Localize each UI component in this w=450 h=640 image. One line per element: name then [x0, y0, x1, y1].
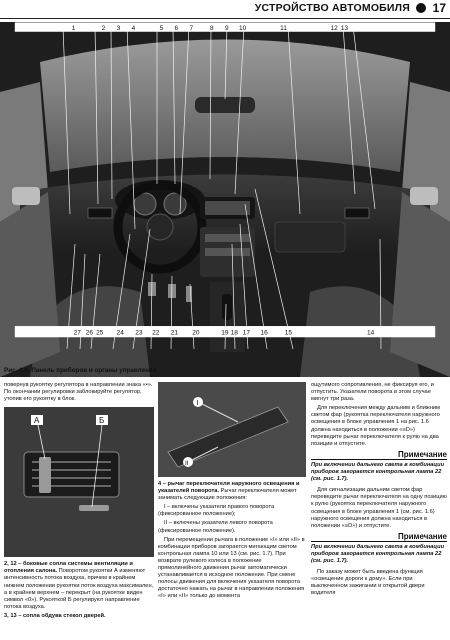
vent-illustration: [4, 407, 154, 557]
paragraph: ощутимого сопротивления, не фиксируя его, и отпустить. Указатели поворота в этом случае мигнут три раза.: [311, 382, 434, 403]
column-left: [4, 382, 154, 622]
column-right: [311, 382, 447, 600]
paragraph: [158, 481, 306, 502]
callout-13: 13: [340, 24, 349, 32]
vent-caption-text: Поворотом рукоятки А изменяют интенсивность потока воздуха, причем в крайнем нижнем положении рукоятки поток воздуха максимален, а в крайнем верхнем – перекрыт (на рукоятке виден символ «0»). Рукояткой Б регулируют направление потока воздуха.: [4, 568, 154, 610]
paragraph: повернув рукоятку регулятора в направлении знака «•». По окончании регулировки заблокируйте регулятор, утопив его рукоятку в блок.: [4, 382, 153, 403]
lever-illustration: [158, 382, 306, 477]
figure-caption: Рис. 1.6. Панель приборов и органы управления: [4, 367, 157, 374]
lever-label-i: I: [196, 400, 199, 407]
label-a: А: [34, 416, 40, 426]
callout-16: 16: [260, 329, 268, 337]
callout-15: 15: [284, 329, 293, 337]
callout-4: 4: [131, 24, 136, 32]
callout-19: 19: [221, 329, 229, 337]
vent-photo: [4, 407, 154, 557]
paragraph: По заказу может быть введена функция «освещение дороги к дому». Если при выключенном зажигании и открытой двери водителя: [311, 569, 425, 597]
paragraph: 3, 13 – сопла обдува стекол дверей.: [4, 612, 106, 619]
paragraph: Для сигнализации дальним светом фар переведите рычаг переключателя на одну позицию к рулю (рукоятка переключателя наружного освещения в блоке управления 1 (см. рис. 1.6) наружного освещения должна находиться в положении «≡D») и отпустите.: [311, 487, 447, 529]
callout-8: 8: [210, 24, 214, 32]
callout-26: 26: [85, 329, 94, 337]
list-item: II – включены указатели левого поворота (фиксированное положение).: [158, 520, 273, 534]
callout-1: 1: [71, 24, 76, 32]
callout-11: 11: [280, 24, 287, 32]
callout-27: 27: [73, 329, 81, 337]
callout-21: 21: [170, 329, 179, 337]
label-b: Б: [99, 416, 105, 426]
callout-25: 25: [96, 329, 104, 337]
list-item: I – включены указатели правого поворота (фиксированное положение);: [158, 504, 275, 518]
lever-heading-text: Рычаг переключателя может занимать следующие положения:: [158, 488, 297, 502]
callout-20: 20: [192, 329, 200, 337]
vent-caption-bold: 2, 12 – боковые сопла системы вентиляции и отопления салона.: [4, 561, 133, 575]
callout-7: 7: [189, 24, 194, 32]
note-body: При включении дальнего света в комбинации приборов загорается контрольная лампа 22 (см. рис. 1.7).: [311, 543, 445, 565]
callout-23: 23: [135, 329, 143, 337]
callout-14: 14: [367, 329, 375, 337]
callout-3: 3: [116, 24, 121, 32]
note-heading: Примечание: [311, 533, 447, 542]
callout-5: 5: [159, 24, 164, 32]
paragraph: При перемещении рычага в положение «I» или «II» в комбинации приборов загорается мигающим светом контрольная лампа 10 или 13 (см. рис. 1.7). При возврате рулевого колеса в положение прямолинейного движения рычаг автоматически устанавливается в исходное положение. При смене полосы движения для включения указателя поворота достаточно нажать на рычаг в направлении положения «I» или «II» только до момента: [158, 536, 305, 600]
callout-22: 22: [152, 329, 160, 337]
paragraph: Для переключения между дальним и ближним светом фар (рукоятка переключателя наружного освещения в блоке управления 1 на рис. 1.6 должна находиться в положении «≡D») переведите рычаг переключателя к рулю на два позиции и отпустите.: [311, 405, 440, 447]
callout-9: 9: [225, 24, 229, 32]
callout-17: 17: [242, 329, 250, 337]
callout-6: 6: [174, 24, 179, 32]
callout-24: 24: [116, 329, 124, 337]
lever-heading-bold: 4 – рычаг переключателя наружного освещения и указателей поворота.: [158, 481, 300, 495]
note-body: При включении дальнего света в комбинации приборов загорается контрольная лампа 22 (см. рис. 1.7).: [311, 461, 445, 483]
callout-10: 10: [239, 24, 247, 32]
callout-2: 2: [101, 24, 106, 32]
note-heading: Примечание: [311, 451, 447, 460]
section-title: УСТРОЙСТВО АВТОМОБИЛЯ: [254, 2, 410, 14]
page-number: 17: [432, 1, 446, 15]
callout-12: 12: [330, 24, 338, 32]
paragraph: [4, 561, 154, 611]
lever-photo: [158, 382, 306, 477]
column-middle: [158, 382, 306, 603]
lever-label-ii: II: [185, 460, 189, 467]
callout-18: 18: [230, 329, 238, 337]
